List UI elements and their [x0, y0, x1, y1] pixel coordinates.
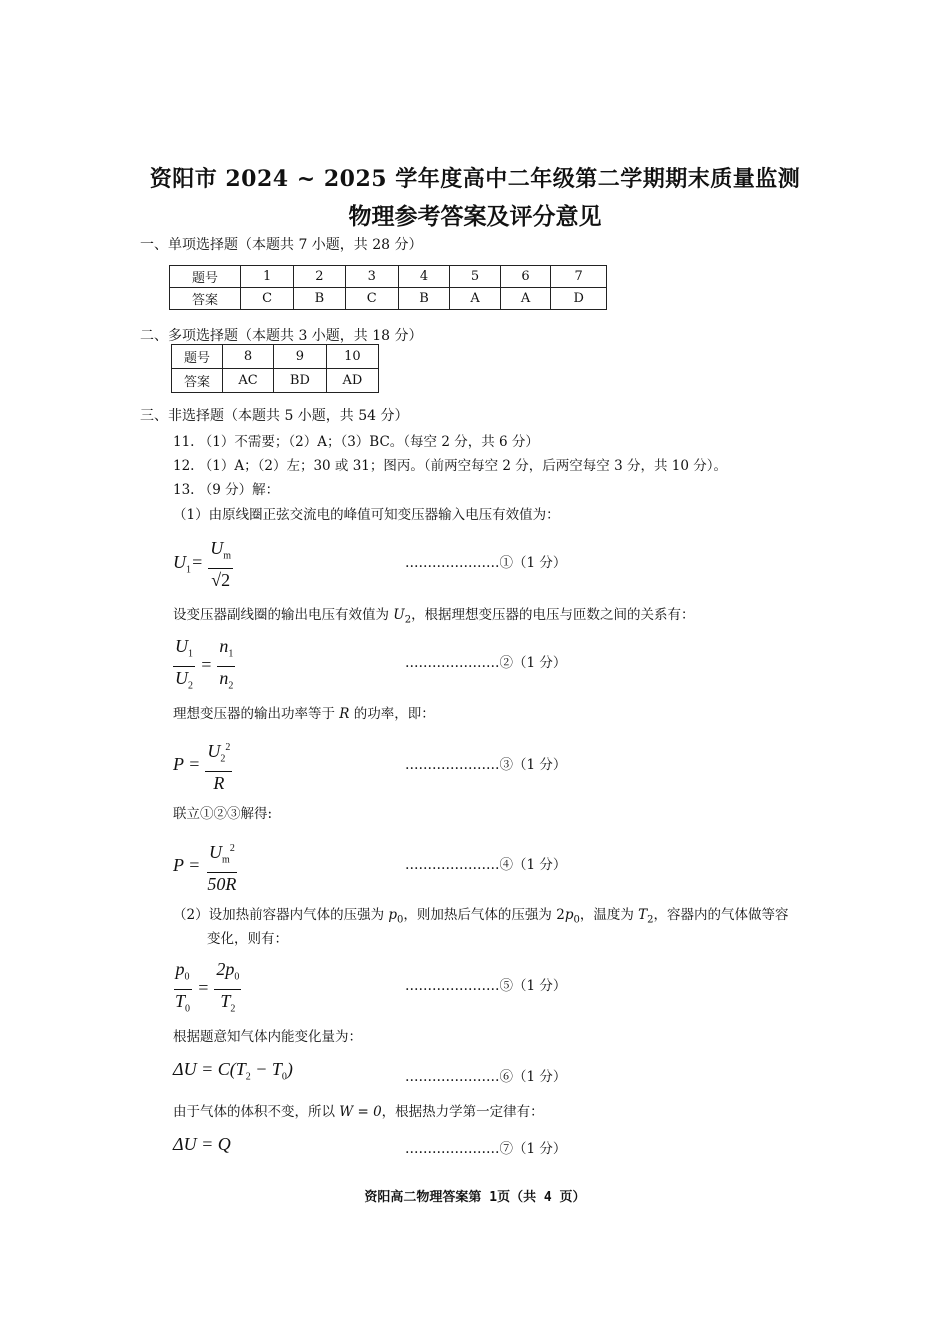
q13-power-text: 理想变压器的输出功率等于 R 的功率，即： [173, 706, 435, 722]
q13-combine-text: 联立①②③解得: [173, 806, 273, 822]
table-cell: A [500, 288, 551, 310]
table-cell: C [241, 288, 294, 310]
section1-heading: 一、单项选择题（本题共 7 小题，共 28 分） [140, 237, 423, 253]
score-mark-4: …………………④（1 分） [405, 857, 567, 873]
table-cell: B [398, 288, 449, 310]
q13-part2-continuation: 变化，则有： [207, 931, 288, 947]
q13-voltage-ratio-text: 设变压器副线圈的输出电压有效值为 $U_2$，根据理想变压器的电压与匝数之间的关系有： [173, 607, 695, 626]
answer-q12: 12. （1）A；（2）左；30 或 31；图丙。（前两空每空 2 分，后两空每空 3 分，共 10 分）。 [173, 458, 727, 474]
equation-3: P = $\frac{U_2^2}{R}$ [173, 737, 232, 794]
table-row-numbers [172, 345, 379, 369]
section1-answer-table [169, 265, 607, 310]
equation-1: $U_1=$ $\frac{U_m}{√2}$ [173, 538, 232, 590]
score-mark-7: …………………⑦（1 分） [405, 1141, 567, 1157]
table-cell: BD [274, 369, 327, 393]
table-row-answers [172, 369, 379, 393]
table-cell: 3 [345, 266, 398, 288]
equation-2: $\frac{U_1}{U_2}$ = $\frac{n_1}{n_2}$ [175, 636, 234, 692]
table-cell: B [294, 288, 345, 310]
score-mark-6: …………………⑥（1 分） [405, 1069, 567, 1085]
score-mark-3: …………………③（1 分） [405, 757, 567, 773]
table-label-cell: 答案 [170, 288, 241, 310]
section2-heading: 二、多项选择题（本题共 3 小题，共 18 分） [140, 328, 423, 344]
table-cell: AC [223, 369, 274, 393]
table-cell: 4 [398, 266, 449, 288]
table-cell: 9 [274, 345, 327, 369]
document-title: 资阳市 2024 ~ 2025 学年度高中二年级第二学期期末质量监测 [149, 166, 801, 192]
table-cell: 5 [450, 266, 501, 288]
section2-answer-table [171, 344, 379, 393]
q13-part1-text: （1）由原线圈正弦交流电的峰值可知变压器输入电压有效值为： [173, 507, 560, 523]
equation-7: ΔU = Q [173, 1134, 231, 1154]
q13-first-law-text: 由于气体的体积不变，所以 W = 0，根据热力学第一定律有： [173, 1104, 544, 1120]
document-subtitle: 物理参考答案及评分意见 [348, 204, 602, 230]
page-footer: 资阳高二物理答案第 1页（共 4 页） [364, 1190, 586, 1205]
equation-6: $\Delta U = C(T_2 - T_0)$ [173, 1059, 293, 1083]
q13-internal-energy-text: 根据题意知气体内能变化量为： [173, 1029, 362, 1045]
score-mark-1: …………………①（1 分） [405, 555, 567, 571]
equation-5: $\frac{p_0}{T_0}$ = $\frac{2p_0}{T_2}$ [175, 959, 240, 1015]
q13-part2-text: （2）设加热前容器内气体的压强为 $p_0$，则加热后气体的压强为 $2p_0$，温度为 $T_2$，容器内的气体做等容 [173, 907, 789, 926]
score-mark-5: …………………⑤（1 分） [405, 978, 567, 994]
table-row-answers [170, 288, 607, 310]
table-cell: D [551, 288, 607, 310]
answer-q11: 11. （1）不需要；（2）A；（3）BC。（每空 2 分，共 6 分） [173, 434, 539, 450]
table-cell: AD [326, 369, 378, 393]
table-cell: C [345, 288, 398, 310]
table-cell: 8 [223, 345, 274, 369]
table-label-cell: 题号 [170, 266, 241, 288]
table-cell: 1 [241, 266, 294, 288]
table-cell: 6 [500, 266, 551, 288]
table-label-cell: 答案 [172, 369, 223, 393]
table-cell: 10 [326, 345, 378, 369]
equation-4: P = $\frac{U_m^2}{50R}$ [173, 838, 238, 895]
section3-heading: 三、非选择题（本题共 5 小题，共 54 分） [140, 408, 409, 424]
table-cell: 7 [551, 266, 607, 288]
answer-q13-heading: 13. （9 分）解： [173, 482, 280, 498]
score-mark-2: …………………②（1 分） [405, 655, 567, 671]
table-cell: 2 [294, 266, 345, 288]
table-row-numbers [170, 266, 607, 288]
table-label-cell: 题号 [172, 345, 223, 369]
table-cell: A [450, 288, 501, 310]
